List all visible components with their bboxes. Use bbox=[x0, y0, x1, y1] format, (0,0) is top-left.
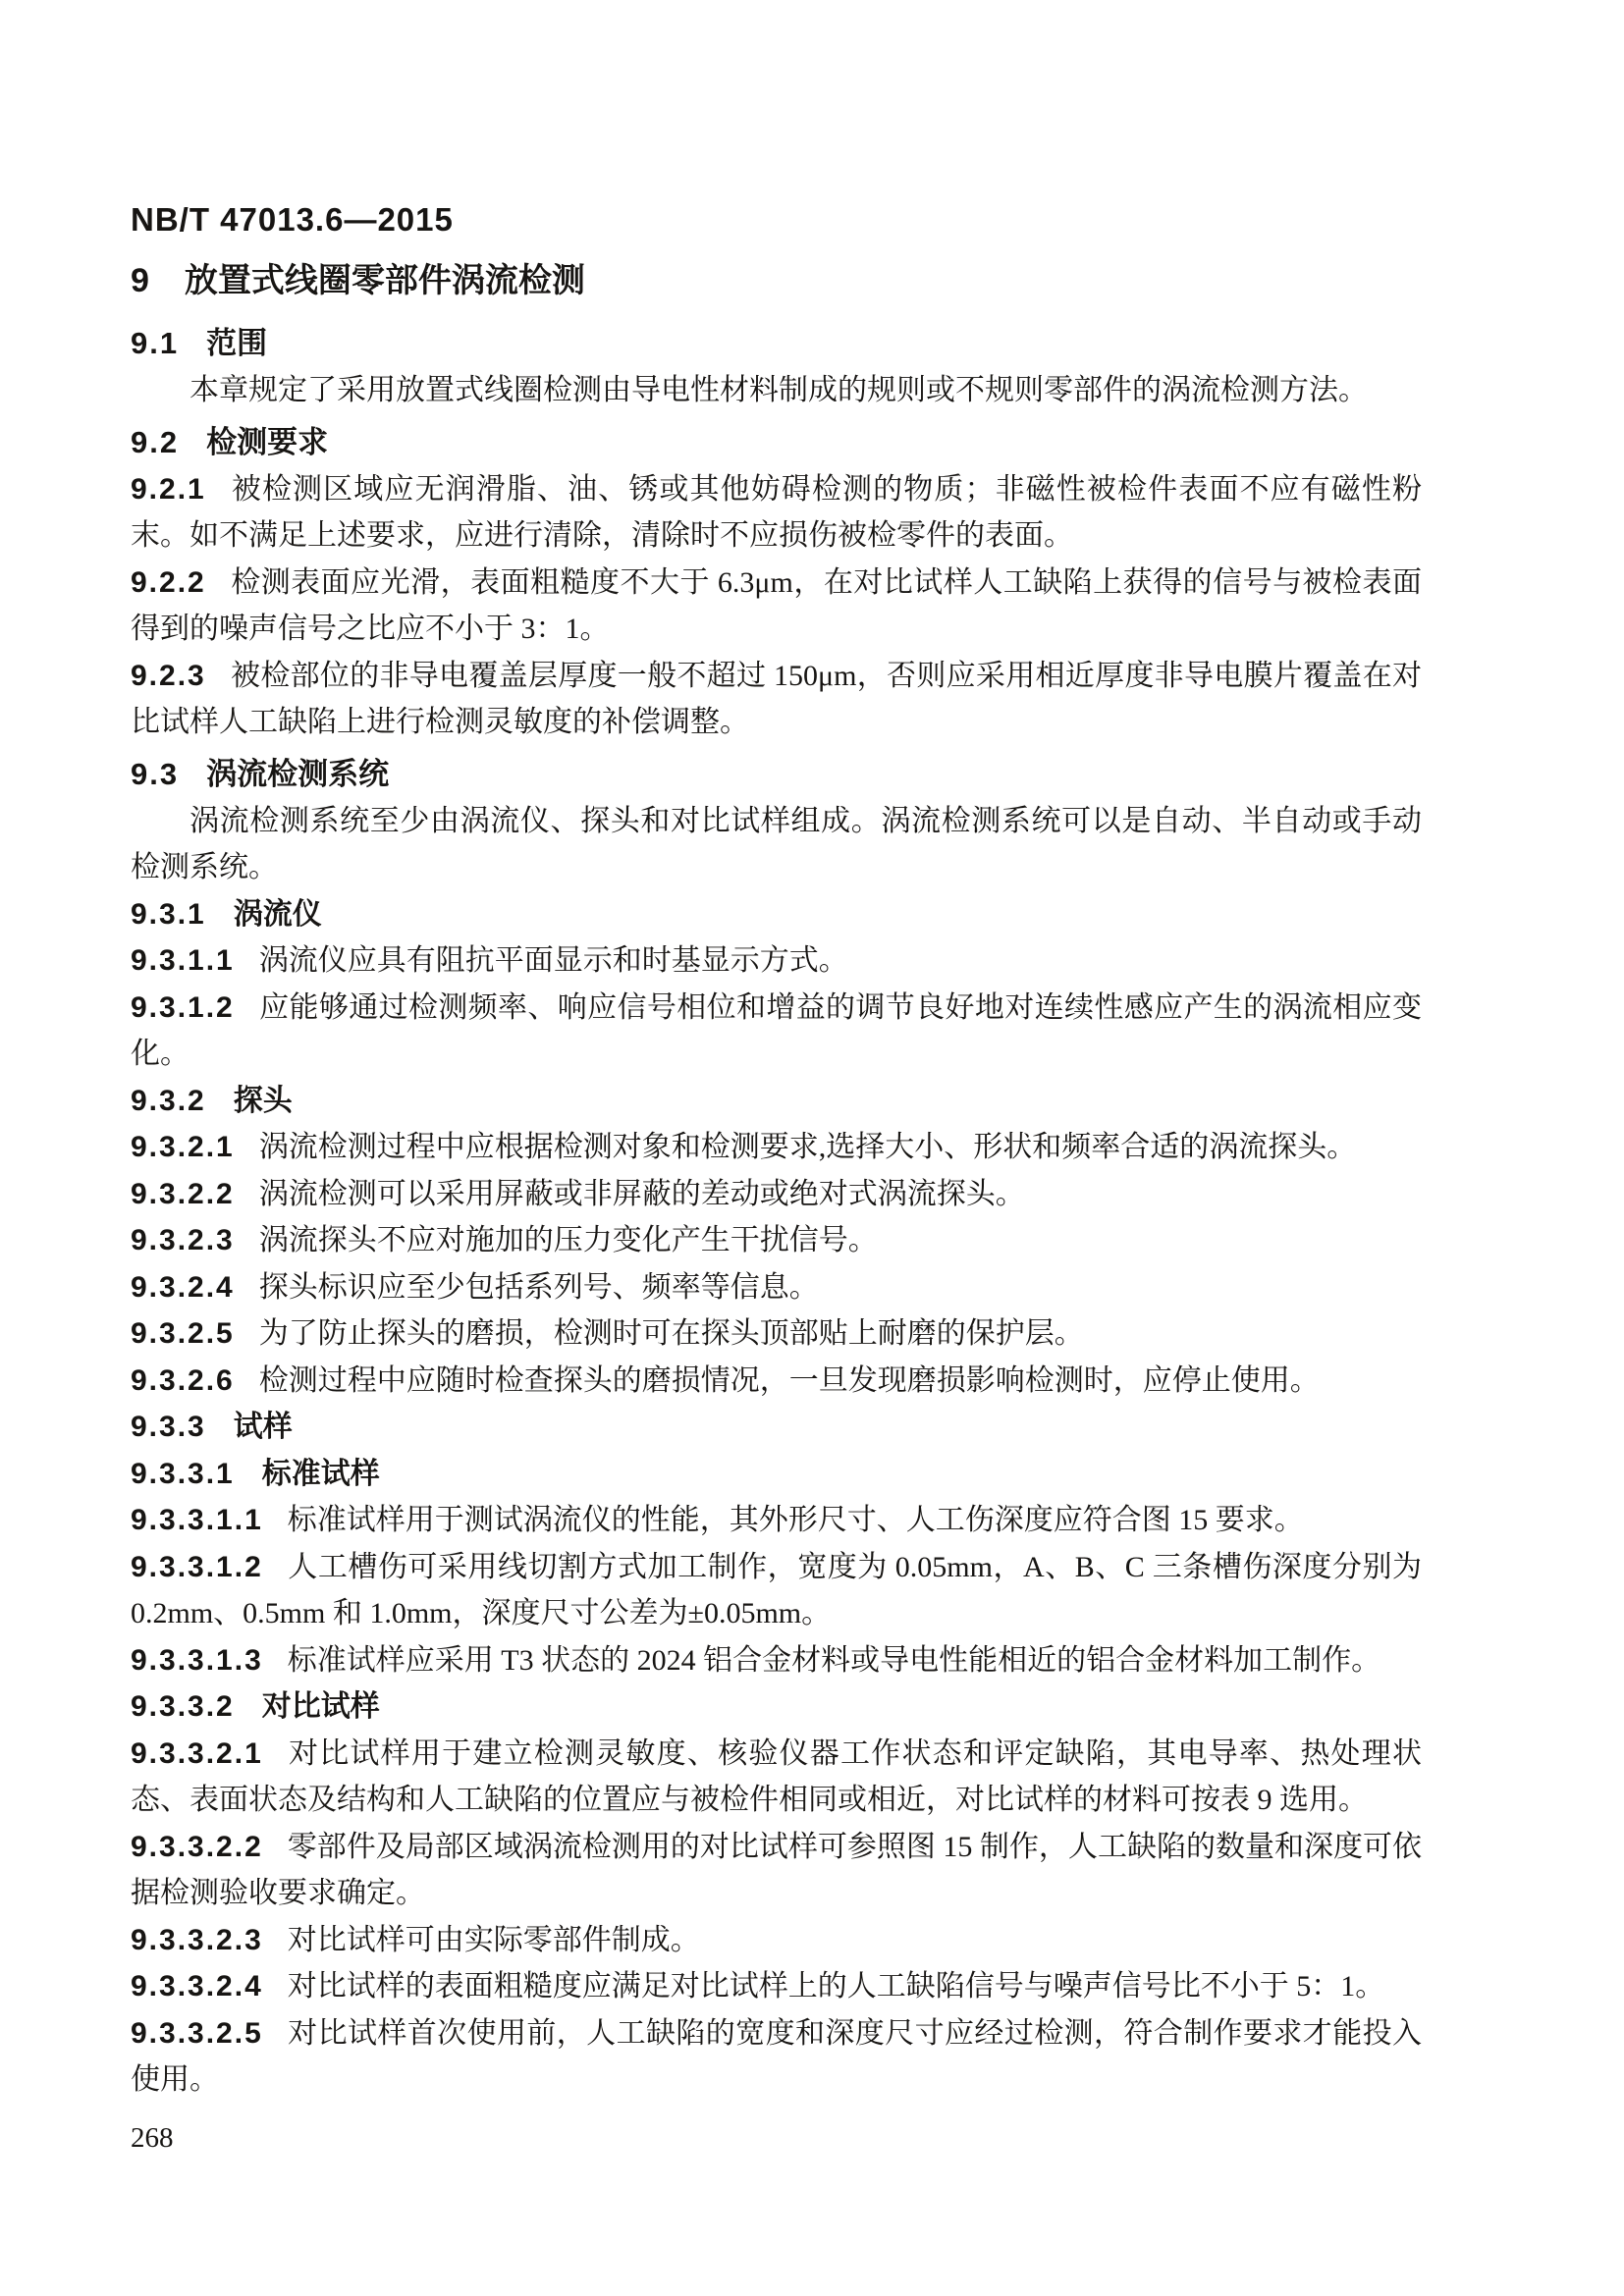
section-number: 9.3 bbox=[131, 756, 180, 791]
subsubsection-title: 对比试样 bbox=[261, 1690, 380, 1723]
clause-text: 对比试样用于建立检测灵敏度、核验仪器工作状态和评定缺陷，其电导率、热处理状态、表面状态及结构和人工缺陷的位置应与被检件相同或相近，对比试样的材料可按表 9 选用。 bbox=[131, 1736, 1422, 1816]
clause-9-2-3 bbox=[131, 653, 1422, 746]
clause-text: 涡流检测过程中应根据检测对象和检测要求,选择大小、形状和频率合适的涡流探头。 bbox=[258, 1131, 1357, 1163]
clause-text: 涡流检测可以采用屏蔽或非屏蔽的差动或绝对式涡流探头。 bbox=[258, 1177, 1025, 1210]
subsubsection-title: 标准试样 bbox=[261, 1457, 380, 1490]
clause-9-3-3-2-1 bbox=[131, 1731, 1422, 1824]
subsection-number: 9.3.2 bbox=[131, 1084, 206, 1117]
chapter-title: 放置式线圈零部件涡流检测 bbox=[184, 262, 585, 299]
section-number: 9.2 bbox=[131, 424, 180, 459]
clause-9-3-3-1-1 bbox=[131, 1497, 1422, 1544]
subsection-title: 试样 bbox=[233, 1411, 293, 1443]
section-heading-9-3 bbox=[131, 751, 1422, 798]
subsection-heading-9-3-1 bbox=[131, 891, 1422, 938]
subsection-title: 探头 bbox=[233, 1084, 293, 1117]
section-title: 涡流检测系统 bbox=[206, 756, 390, 791]
clause-number: 9.3.2.6 bbox=[131, 1363, 235, 1397]
subsubsection-number: 9.3.3.1 bbox=[131, 1457, 235, 1490]
paragraph-system: 涡流检测系统至少由涡流仪、探头和对比试样组成。涡流检测系统可以是自动、半自动或手动检测系统。 bbox=[131, 804, 1422, 883]
clause-number: 9.3.3.2.1 bbox=[131, 1736, 263, 1770]
clause-number: 9.3.2.4 bbox=[131, 1270, 235, 1304]
clause-text: 检测表面应光滑，表面粗糙度不大于 6.3μm，在对比试样人工缺陷上获得的信号与被检表面得到的噪声信号之比应不小于 3：1。 bbox=[131, 565, 1422, 645]
paragraph-scope: 本章规定了采用放置式线圈检测由导电性材料制成的规则或不规则零部件的涡流检测方法。 bbox=[189, 374, 1368, 406]
clause-text: 零部件及局部区域涡流检测用的对比试样可参照图 15 制作，人工缺陷的数量和深度可依据检测验收要求确定。 bbox=[131, 1830, 1422, 1909]
clause-number: 9.3.3.2.3 bbox=[131, 1923, 263, 1956]
clause-number: 9.3.3.1.2 bbox=[131, 1550, 263, 1583]
section-title: 检测要求 bbox=[206, 424, 329, 459]
clause-9-3-2-5 bbox=[131, 1310, 1422, 1358]
clause-text: 探头标识应至少包括系列号、频率等信息。 bbox=[258, 1270, 819, 1304]
chapter-heading-9 bbox=[131, 257, 1422, 304]
subsection-number: 9.3.3 bbox=[131, 1411, 206, 1443]
clause-text: 对比试样首次使用前，人工缺陷的宽度和深度尺寸应经过检测，符合制作要求才能投入使用。 bbox=[131, 2016, 1422, 2096]
clause-number: 9.2.3 bbox=[131, 659, 206, 692]
clause-9-3-2-6 bbox=[131, 1358, 1422, 1405]
clause-text: 涡流仪应具有阻抗平面显示和时基显示方式。 bbox=[258, 944, 848, 977]
clause-number: 9.3.2.3 bbox=[131, 1224, 235, 1256]
clause-text: 被检部位的非导电覆盖层厚度一般不超过 150μm，否则应采用相近厚度非导电膜片覆盖在对比试样人工缺陷上进行检测灵敏度的补偿调整。 bbox=[131, 659, 1422, 738]
clause-9-3-2-1 bbox=[131, 1124, 1422, 1171]
clause-number: 9.2.2 bbox=[131, 565, 206, 599]
clause-9-3-3-2-2 bbox=[131, 1824, 1422, 1917]
clause-9-3-2-3 bbox=[131, 1217, 1422, 1264]
section-number: 9.1 bbox=[131, 326, 180, 360]
clause-text: 对比试样的表面粗糙度应满足对比试样上的人工缺陷信号与噪声信号比不小于 5：1。 bbox=[287, 1970, 1385, 2002]
clause-number: 9.3.2.5 bbox=[131, 1317, 235, 1350]
clause-text: 被检测区域应无润滑脂、油、锈或其他妨碍检测的物质；非磁性被检件表面不应有磁性粉末。如不满足上述要求，应进行清除，清除时不应损伤被检零件的表面。 bbox=[131, 472, 1422, 552]
chapter-number: 9 bbox=[131, 262, 151, 299]
clause-number: 9.2.1 bbox=[131, 472, 206, 506]
clause-text: 标准试样应采用 T3 状态的 2024 铝合金材料或导电性能相近的铝合金材料加工制作。 bbox=[287, 1643, 1381, 1677]
clause-number: 9.3.1.1 bbox=[131, 944, 235, 977]
clause-9-3-3-2-5 bbox=[131, 2010, 1422, 2104]
clause-number: 9.3.3.2.2 bbox=[131, 1830, 263, 1863]
clause-text: 涡流探头不应对施加的压力变化产生干扰信号。 bbox=[258, 1224, 878, 1256]
clause-number: 9.3.2.1 bbox=[131, 1131, 235, 1163]
page-number: 268 bbox=[131, 2121, 174, 2154]
subsubsection-heading-9-3-3-1 bbox=[131, 1451, 1422, 1498]
clause-9-3-3-1-2 bbox=[131, 1544, 1422, 1637]
section-title: 范围 bbox=[206, 326, 268, 360]
standard-number: NB/T 47013.6—2015 bbox=[131, 201, 454, 238]
clause-9-2-2 bbox=[131, 560, 1422, 653]
clause-9-3-1-2 bbox=[131, 985, 1422, 1078]
section-heading-9-2 bbox=[131, 419, 1422, 466]
subsection-heading-9-3-3 bbox=[131, 1404, 1422, 1451]
clause-number: 9.3.1.2 bbox=[131, 990, 235, 1024]
clause-text: 检测过程中应随时检查探头的磨损情况，一旦发现磨损影响检测时，应停止使用。 bbox=[258, 1363, 1320, 1397]
clause-number: 9.3.2.2 bbox=[131, 1177, 235, 1210]
clause-number: 9.3.3.1.3 bbox=[131, 1643, 263, 1677]
clause-9-3-3-2-4 bbox=[131, 1963, 1422, 2010]
clause-text: 标准试样用于测试涡流仪的性能，其外形尺寸、人工伤深度应符合图 15 要求。 bbox=[287, 1504, 1304, 1536]
clause-number: 9.3.3.1.1 bbox=[131, 1504, 263, 1536]
clause-9-3-3-1-3 bbox=[131, 1637, 1422, 1684]
subsection-heading-9-3-2 bbox=[131, 1078, 1422, 1125]
clause-9-3-1-1 bbox=[131, 937, 1422, 985]
subsubsection-heading-9-3-3-2 bbox=[131, 1683, 1422, 1731]
clause-number: 9.3.3.2.4 bbox=[131, 1970, 263, 2002]
clause-9-3-2-4 bbox=[131, 1264, 1422, 1311]
clause-9-3-2-2 bbox=[131, 1171, 1422, 1218]
subsection-title: 涡流仪 bbox=[233, 897, 322, 931]
clause-text: 对比试样可由实际零部件制成。 bbox=[287, 1923, 700, 1956]
clause-text: 人工槽伤可采用线切割方式加工制作，宽度为 0.05mm，A、B、C 三条槽伤深度分别为 0.2mm、0.5mm 和 1.0mm，深度尺寸公差为±0.05mm。 bbox=[131, 1550, 1422, 1629]
clause-number: 9.3.3.2.5 bbox=[131, 2016, 263, 2050]
clause-text: 应能够通过检测频率、响应信号相位和增益的调节良好地对连续性感应产生的涡流相应变化。 bbox=[131, 990, 1422, 1070]
section-heading-9-1 bbox=[131, 320, 1422, 367]
clause-text: 为了防止探头的磨损，检测时可在探头顶部贴上耐磨的保护层。 bbox=[258, 1317, 1084, 1350]
subsubsection-number: 9.3.3.2 bbox=[131, 1690, 235, 1723]
clause-9-3-3-2-3 bbox=[131, 1917, 1422, 1964]
clause-9-2-1 bbox=[131, 466, 1422, 560]
subsection-number: 9.3.1 bbox=[131, 897, 206, 931]
